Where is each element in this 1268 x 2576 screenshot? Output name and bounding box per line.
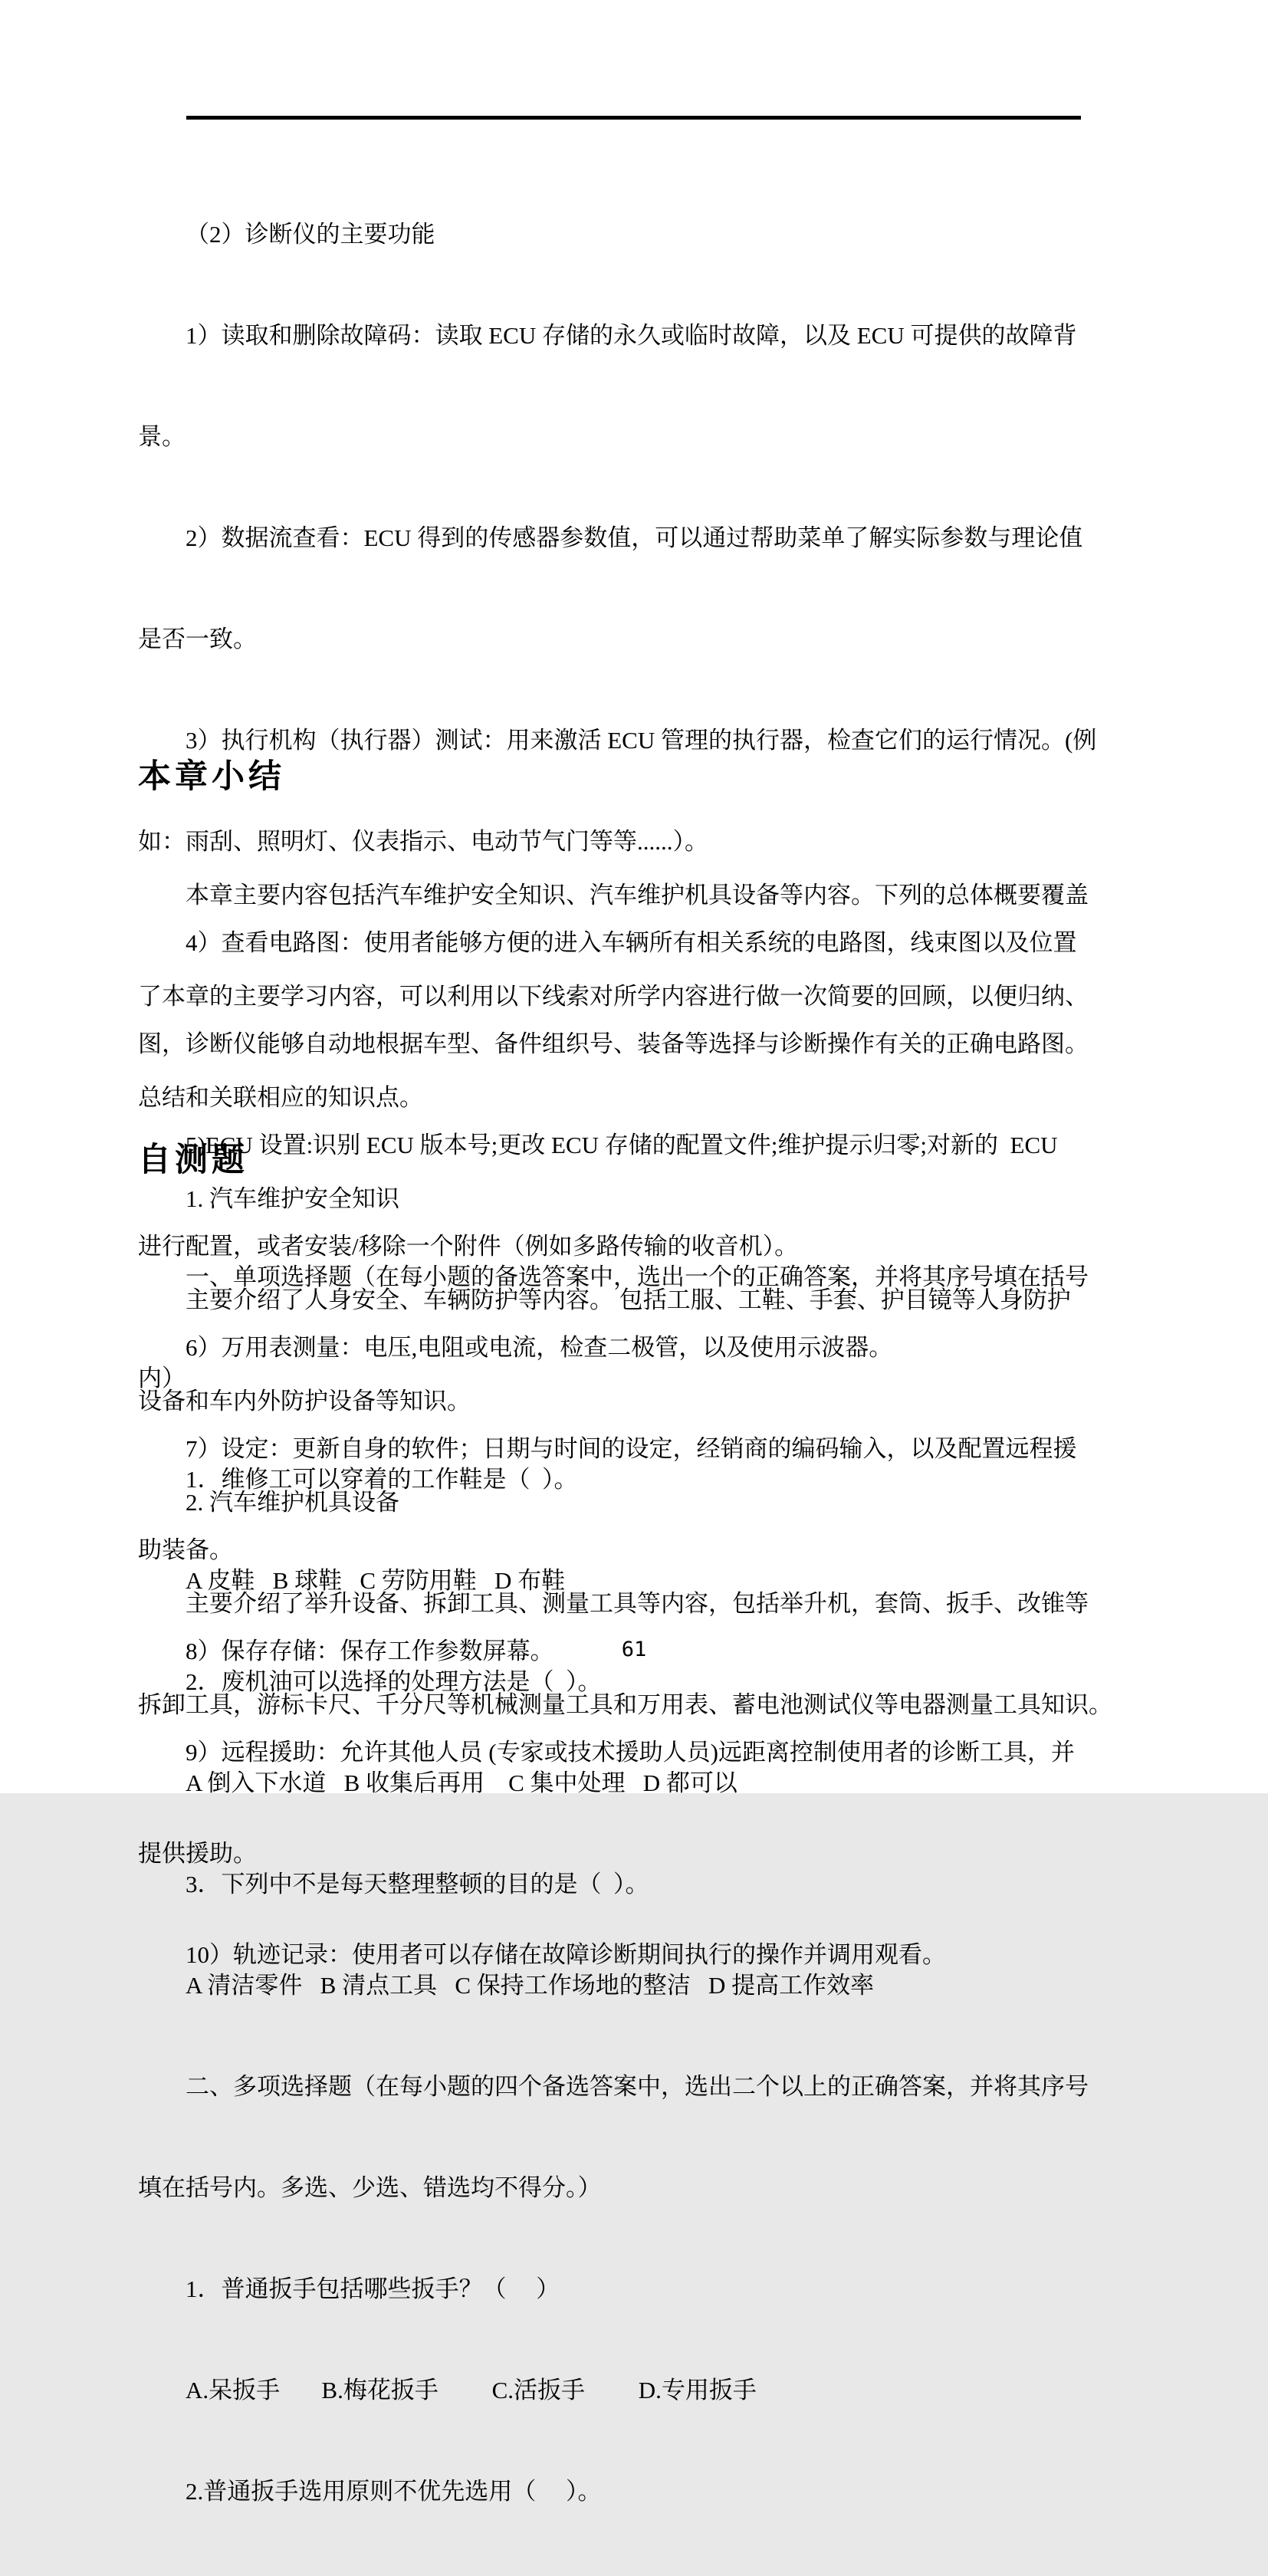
text-line: 3）执行机构（执行器）测试：用来激活 ECU 管理的执行器，检查它们的运行情况。(例 bbox=[186, 727, 1097, 754]
text-line: 8）保存存储：保存工作参数屏幕。 bbox=[186, 1638, 554, 1664]
text-line: 1．维修工可以穿着的工作鞋是（ ）。 bbox=[186, 1466, 578, 1493]
text-line: 了本章的主要学习内容，可以利用以下线索对所学内容进行做一次简要的回顾，以便归纳、 bbox=[138, 983, 1089, 1010]
text-line: 是否一致。 bbox=[138, 626, 257, 652]
text-line: 7）设定：更新自身的软件；日期与时间的设定，经销商的编码输入，以及配置远程援 bbox=[186, 1435, 1077, 1462]
text-line: 如：雨刮、照明灯、仪表指示、电动节气门等等......）。 bbox=[138, 828, 708, 855]
text-line: 2．废机油可以选择的处理方法是（ ）。 bbox=[186, 1668, 602, 1695]
text-line: A 清洁零件 B 清点工具 C 保持工作场地的整洁 D 提高工作效率 bbox=[186, 1972, 875, 1999]
text-line: 2. 汽车维护机具设备 bbox=[186, 1489, 399, 1516]
text-line: 主要介绍了举升设备、拆卸工具、测量工具等内容，包括举升机，套筒、扳手、改锥等 bbox=[186, 1590, 1089, 1617]
text-line: （2）诊断仪的主要功能 bbox=[186, 221, 435, 248]
text-line: 2）数据流查看：ECU 得到的传感器参数值，可以通过帮助菜单了解实际参数与理论值 bbox=[186, 524, 1083, 551]
text-line: 二、多项选择题（在每小题的四个备选答案中，选出二个以上的正确答案，并将其序号 bbox=[186, 2073, 1089, 2100]
chapter-summary-heading: 本章小结 bbox=[138, 758, 285, 795]
text-line: 一、单项选择题（在每小题的备选答案中，选出一个的正确答案，并将其序号填在括号 bbox=[186, 1263, 1089, 1290]
text-line: 图，诊断仪能够自动地根据车型、备件组织号、装备等选择与诊断操作有关的正确电路图。 bbox=[138, 1030, 1089, 1057]
text-line: A 皮鞋 B 球鞋 C 劳防用鞋 D 布鞋 bbox=[186, 1567, 566, 1594]
text-line: 本章主要内容包括汽车维护安全知识、汽车维护机具设备等内容。下列的总体概要覆盖 bbox=[186, 882, 1089, 909]
text-line: 助装备。 bbox=[138, 1536, 233, 1563]
self-test-heading: 自测题 bbox=[138, 1142, 248, 1178]
text-line: 内） bbox=[138, 1365, 186, 1392]
header-rule bbox=[186, 116, 1081, 120]
text-line: 1. 汽车维护安全知识 bbox=[186, 1185, 399, 1212]
text-line: 填在括号内。多选、少选、错选均不得分。） bbox=[138, 2174, 602, 2201]
text-line: 4）查看电路图：使用者能够方便的进入车辆所有相关系统的电路图，线束图以及位置 bbox=[186, 929, 1077, 956]
text-line: 景。 bbox=[138, 423, 186, 450]
text-line: 5)ECU 设置:识别 ECU 版本号;更改 ECU 存储的配置文件;维护提示归零;对新的 ECU bbox=[186, 1132, 1058, 1158]
text-line: 总结和关联相应的知识点。 bbox=[138, 1084, 423, 1111]
text-line: 9）远程援助：允许其他人员 (专家或技术援助人员)远距离控制使用者的诊断工具，并 bbox=[186, 1739, 1075, 1766]
text-line: 设备和车内外防护设备等知识。 bbox=[138, 1388, 471, 1414]
text-line: 1）读取和删除故障码：读取 ECU 存储的永久或临时故障，以及 ECU 可提供的故障背 bbox=[186, 322, 1077, 349]
text-line: A.呆扳手 B.梅花扳手 C.活扳手 D.专用扳手 bbox=[186, 2377, 757, 2404]
section-self-test bbox=[138, 1193, 1135, 2576]
text-line: 10）轨迹记录：使用者可以存储在故障诊断期间执行的操作并调用观看。 bbox=[186, 1941, 946, 1968]
text-line: 进行配置，或者安装/移除一个附件（例如多路传输的收音机）。 bbox=[138, 1233, 799, 1260]
text-line: 提供援助。 bbox=[138, 1840, 257, 1867]
text-line: 3．下列中不是每天整理整顿的目的是（ ）。 bbox=[186, 1871, 649, 1898]
text-line: 6）万用表测量：电压,电阻或电流，检查二极管，以及使用示波器。 bbox=[186, 1334, 893, 1361]
text-line: 拆卸工具，游标卡尺、千分尺等机械测量工具和万用表、蓄电池测试仪等电器测量工具知识。 bbox=[138, 1691, 1112, 1718]
text-line: 2.普通扳手选用原则不优先选用（ ）。 bbox=[186, 2478, 602, 2505]
text-line: 1．普通扳手包括哪些扳手？（ ） bbox=[186, 2275, 560, 2302]
text-line: A 倒入下水道 B 收集后再用 C 集中处理 D 都可以 bbox=[186, 1769, 737, 1796]
page-number: 61 bbox=[621, 1638, 647, 1661]
text-line: 主要介绍了人身安全、车辆防护等内容。 包括工服、工鞋、手套、护目镜等人身防护 bbox=[186, 1286, 1071, 1313]
